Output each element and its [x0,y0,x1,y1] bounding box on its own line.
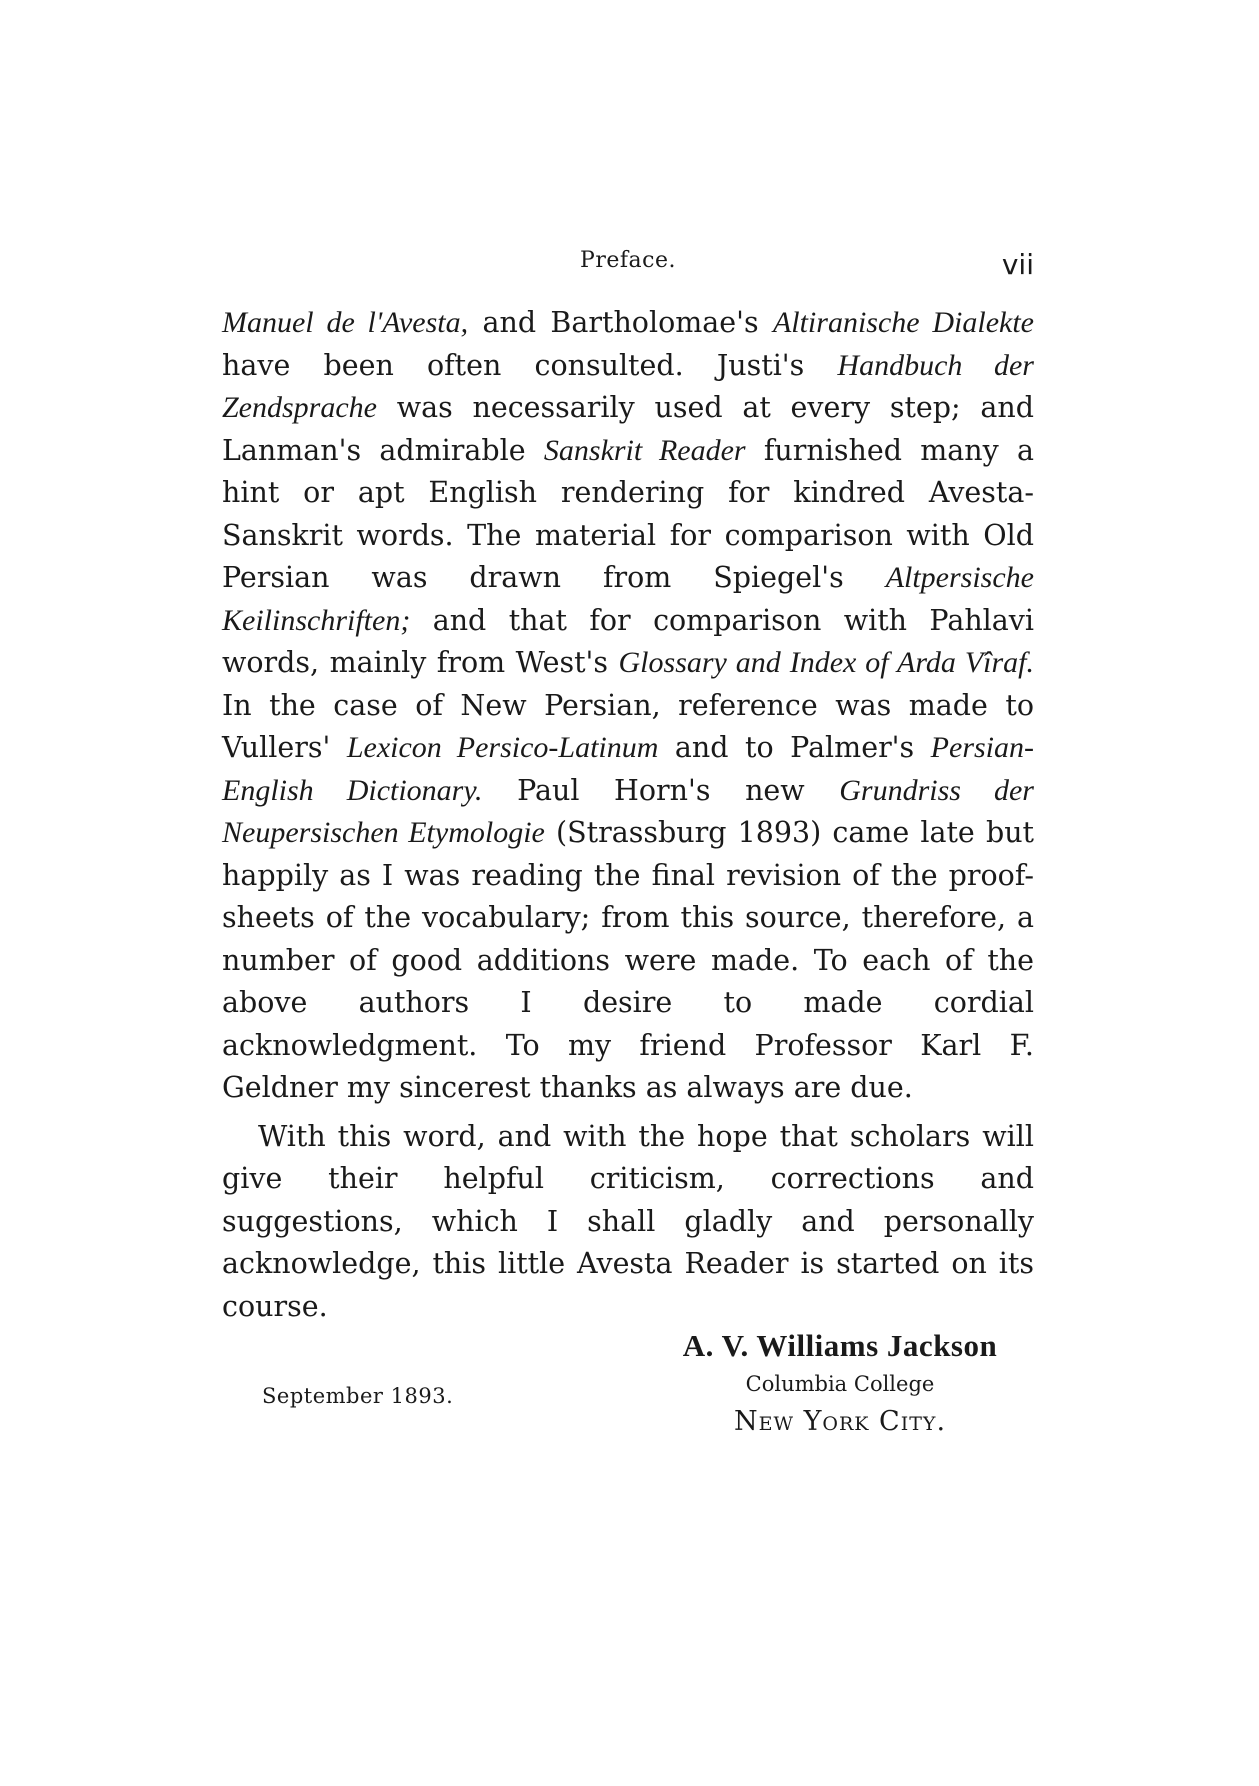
cited-title: Altiranische Dialekte [772,306,1034,339]
text-run: In the case of New Persian, reference was made to Vullers' [222,688,1034,764]
cited-title: Handbuch der Zendsprache [222,348,1034,424]
author-college: Columbia College [745,1372,935,1396]
cited-title: Sanskrit Reader [543,433,746,467]
cited-title: Persian-English Dictionary. [222,731,1034,807]
running-head [222,248,1034,288]
text-run: and to Palmer's [658,731,931,764]
paragraph-sources [222,302,1034,1110]
author-name: A. V. Williams Jackson [682,1328,998,1363]
text-run: have been often consulted. Justi's [222,348,838,382]
text-run: (Strassburg 1893) came late but happily as I was reading the final revision of the proof-sheets of the vocabulary; from this source, therefore, a number of good additions were made. To each of the above authors I desire to made cordial acknowledgment. To my friend Professor Karl F. Geldner my sincerest thanks as always are due. [222,816,1034,1104]
text-run: was necessarily used at every step; and Lanman's admirable [222,391,1034,467]
text-run: and that for comparison with Pahlavi words, mainly from West's [222,603,1034,679]
page-number: vii [1001,248,1034,281]
cited-title: Altpersische Keilinschriften; [222,561,1034,637]
text-run: With this word, and with the hope that scholars will give their helpful criticism, corrections and suggestions, which I shall gladly and personally acknowledge, this little Avesta Reader is started on its course. [222,1119,1034,1323]
text-run: and Bartholomae's [468,306,773,339]
text-run: furnished many a hint or apt English rendering for kindred Avesta-Sanskrit words. The material for comparison with Old Persian was drawn from Spiegel's [222,433,1034,594]
cited-title: Grundriss der Neupersischen Etymologie [222,773,1034,849]
cited-title: Lexicon Persico-Latinum [346,731,659,764]
cited-title: Glossary and Index of Arda Vîraf. [618,646,1034,679]
preface-body [222,302,1034,1328]
author-signature [680,1328,1000,1437]
running-title: Preface. [580,248,676,273]
author-city: New York City. [733,1406,947,1437]
text-run: Paul Horn's new [482,773,840,807]
preface-date: September 1893. [262,1384,454,1408]
paragraph-closing [222,1116,1034,1329]
cited-title: Manuel de l'Avesta, [222,306,469,339]
